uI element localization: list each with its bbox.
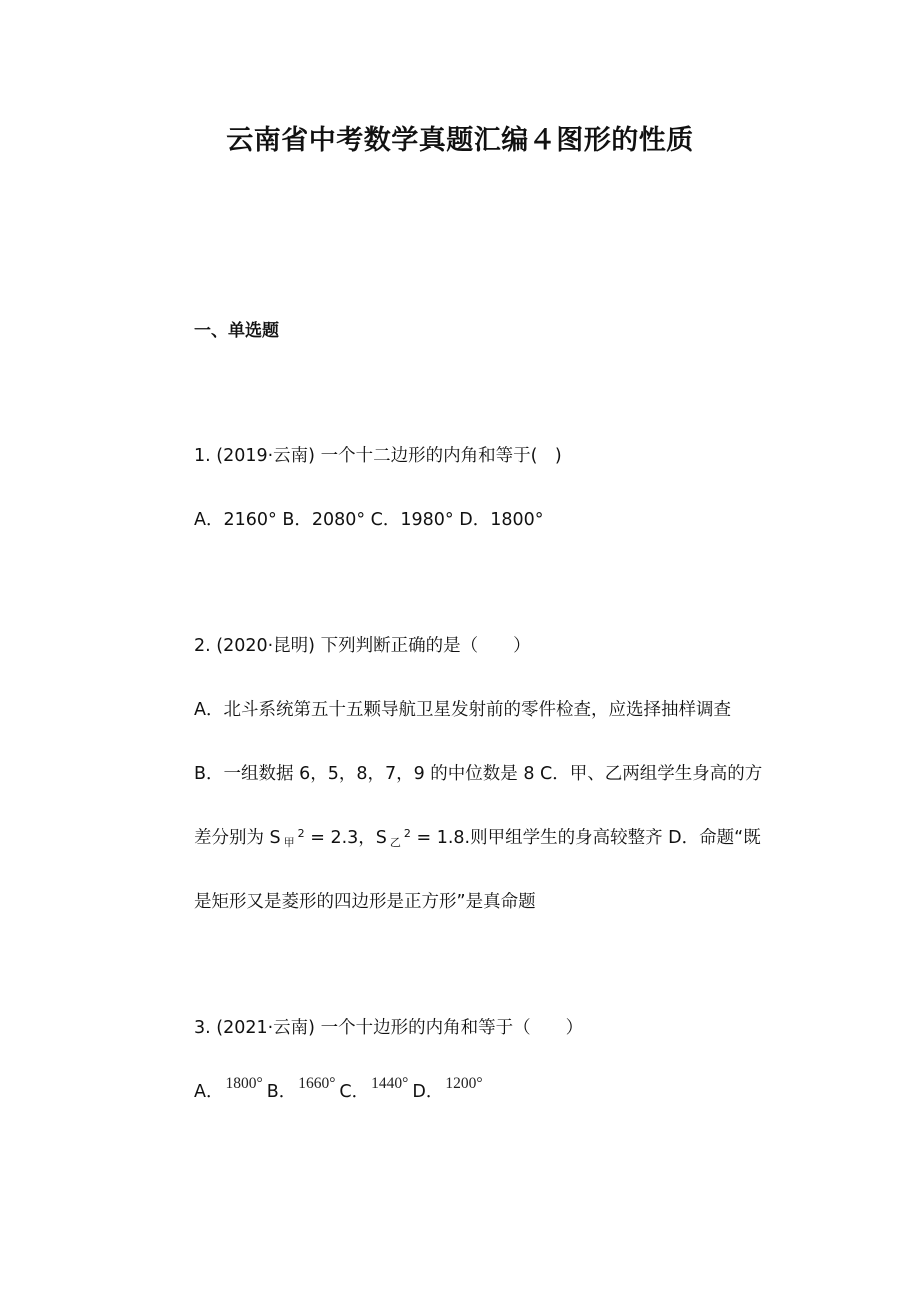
- question-2-option-d-line: 是矩形又是菱形的四边形是正方形”是真命题: [194, 892, 536, 912]
- option-d-value: 1200°: [445, 1075, 483, 1092]
- subscript-yi: 乙: [389, 836, 401, 849]
- variance-text-suffix: = 1.8.则甲组学生的身高较整齐 D．命题“既: [410, 828, 761, 848]
- question-2-stem: 2. (2020·昆明) 下列判断正确的是（ ）: [194, 636, 531, 656]
- question-1-stem: 1. (2019·云南) 一个十二边形的内角和等于( ): [194, 446, 562, 466]
- question-2-option-b-line: B．一组数据 6，5，8，7，9 的中位数是 8 C．甲、乙两组学生身高的方: [194, 764, 763, 784]
- option-c-label: C．: [339, 1082, 370, 1102]
- variance-text-mid: = 2.3，S: [304, 828, 387, 848]
- question-3-stem: 3. (2021·云南) 一个十边形的内角和等于（ ）: [194, 1018, 584, 1038]
- superscript-2-second: 2: [403, 827, 411, 840]
- option-b-value: 1660°: [298, 1075, 336, 1092]
- question-3-options: [194, 1075, 487, 1105]
- option-a-value: 1800°: [225, 1075, 263, 1092]
- document-title: 云南省中考数学真题汇编４图形的性质: [226, 125, 694, 156]
- option-a-label: A．: [194, 1082, 224, 1102]
- option-b-label: B．: [266, 1082, 297, 1102]
- question-1-options: A．2160° B．2080° C．1980° D．1800°: [194, 510, 544, 530]
- question-2-option-a: A．北斗系统第五十五颗导航卫星发射前的零件检查，应选择抽样调查: [194, 700, 731, 720]
- option-d-label: D．: [412, 1082, 444, 1102]
- superscript-2: 2: [297, 827, 305, 840]
- question-2-option-c-line: [194, 826, 761, 852]
- section-heading: 一、单选题: [194, 321, 279, 341]
- variance-text-prefix: 差分别为 S: [194, 828, 281, 848]
- subscript-jia: 甲: [283, 836, 295, 849]
- option-c-value: 1440°: [371, 1075, 409, 1092]
